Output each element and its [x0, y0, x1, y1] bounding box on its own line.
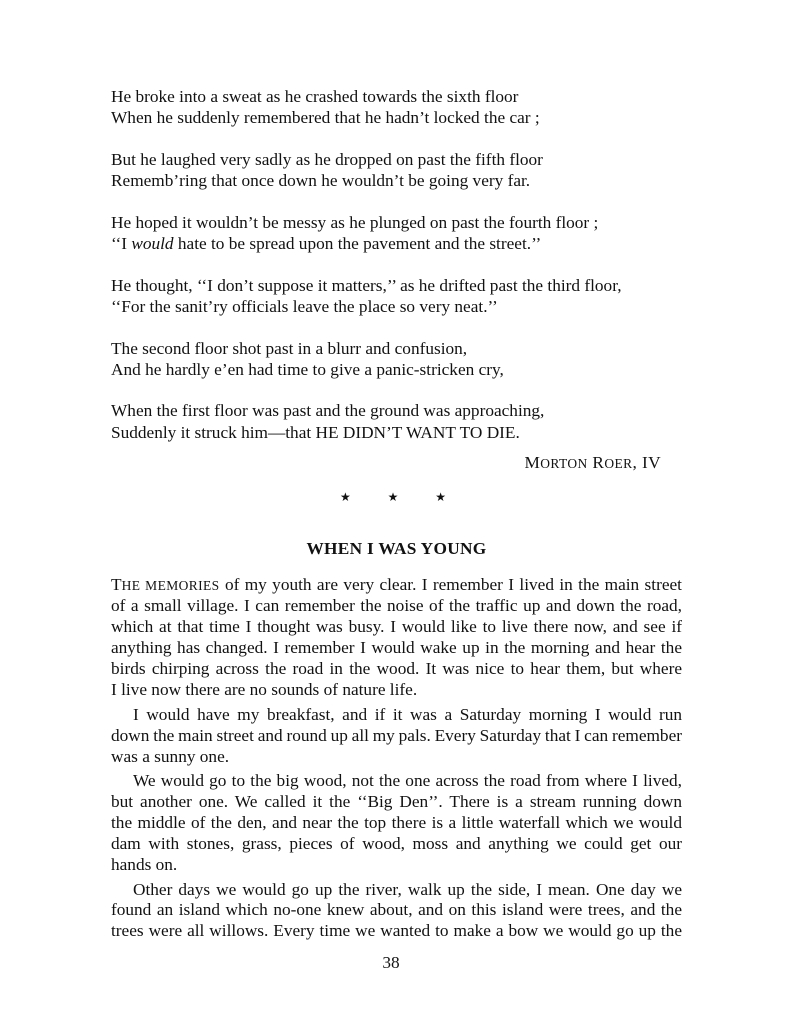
article-paragraph	[111, 575, 682, 701]
section-separator	[340, 488, 446, 506]
emphasis-text: would	[131, 234, 174, 254]
paragraph-line: I would have my breakfast, and if it was a Saturday morning I would run	[133, 704, 682, 724]
star-icon: ★	[435, 490, 446, 504]
poem-author: MORTON ROER, IV	[524, 452, 661, 472]
poem-line: When he suddenly remembered that he hadn’t locked the car ;	[111, 108, 540, 128]
paragraph-line: We would go to the big wood, not the one across the road from where I lived,	[133, 771, 682, 791]
poem-line: But he laughed very sadly as he dropped on past the fifth floor	[111, 149, 543, 169]
line-text: hate to be spread upon the pavement and the street.’’	[177, 234, 542, 254]
paragraph-line: the middle of the den, and near the top there is a little waterfall which we would	[111, 813, 682, 833]
paragraph-line: of a small village. I can remember the noise of the traffic up and down the road,	[111, 596, 682, 616]
line-text: of my youth are very clear. I remember I lived in the main street	[224, 574, 682, 594]
poem-line: When the first floor was past and the ground was approaching,	[111, 401, 545, 421]
poem	[111, 86, 711, 443]
paragraph-line: but another one. We called it the ‘‘Big Den’’. There is a stream running down	[111, 792, 682, 812]
poem-line: He broke into a sweat as he crashed towards the sixth floor	[111, 87, 519, 106]
poem-stanza	[111, 86, 711, 129]
paragraph-line: birds chirping across the road in the wood. It was nice to hear them, but where	[111, 659, 682, 679]
poem-stanza	[111, 400, 711, 443]
paragraph-line	[111, 575, 682, 597]
paragraph-line: trees were all willows. Every time we wanted to make a bow we would go up the	[111, 921, 682, 941]
small-caps: OER	[604, 455, 633, 471]
paragraph-line: hands on.	[111, 854, 178, 874]
lead-in: THE MEMORIES	[111, 574, 220, 594]
article-paragraph	[111, 705, 682, 768]
paragraph-line: anything has changed. I remember I would wake up in the morning and hear the	[111, 638, 682, 658]
star-icon: ★	[387, 490, 399, 504]
poem-stanza	[111, 149, 711, 192]
poem-line: ‘‘For the sanit’ry officials leave the place so very neat.’’	[111, 296, 498, 316]
paragraph-line: I live now there are no sounds of nature life.	[111, 680, 418, 700]
poem-line: Rememb’ring that once down he wouldn’t be going very far.	[111, 171, 531, 191]
poem-line: Suddenly it struck him—that HE DIDN’T WANT TO DIE.	[111, 422, 520, 442]
paragraph-line: down the main street and round up all my pals. Every Saturday that I can remember	[111, 725, 682, 745]
paragraph-line: was a sunny one.	[111, 746, 230, 766]
paragraph-line: Other days we would go up the river, walk up the side, I mean. One day we	[133, 879, 682, 899]
paragraph-line: dam with stones, grass, pieces of wood, moss and anything we could get our	[111, 833, 682, 853]
article-paragraph	[111, 771, 682, 876]
poem-line: He hoped it wouldn’t be messy as he plunged on past the fourth floor ;	[111, 212, 599, 232]
line-text: ‘‘I	[111, 234, 127, 254]
poem-stanza	[111, 275, 711, 318]
poem-line: He thought, ‘‘I don’t suppose it matters,’’ as he drifted past the third floor,	[111, 275, 622, 295]
star-icon: ★	[340, 490, 351, 504]
article-title: WHEN I WAS YOUNG	[306, 538, 487, 558]
poem-stanza	[111, 212, 711, 255]
page-number: 38	[382, 953, 400, 972]
small-caps: HE MEMORIES	[121, 577, 220, 593]
article-paragraph	[111, 880, 682, 943]
poem-line: And he hardly e’en had time to give a panic-stricken cry,	[111, 359, 504, 379]
paragraph-line: found an island which no-one knew about, and on this island were trees, and the	[111, 900, 682, 920]
small-caps: ORTON	[540, 455, 588, 471]
article-body	[111, 575, 682, 943]
poem-stanza	[111, 338, 711, 381]
poem-line: The second floor shot past in a blurr and confusion,	[111, 338, 468, 358]
paragraph-line: which at that time I thought was busy. I would like to live there now, and see if	[111, 617, 682, 637]
poem-line	[111, 233, 711, 254]
